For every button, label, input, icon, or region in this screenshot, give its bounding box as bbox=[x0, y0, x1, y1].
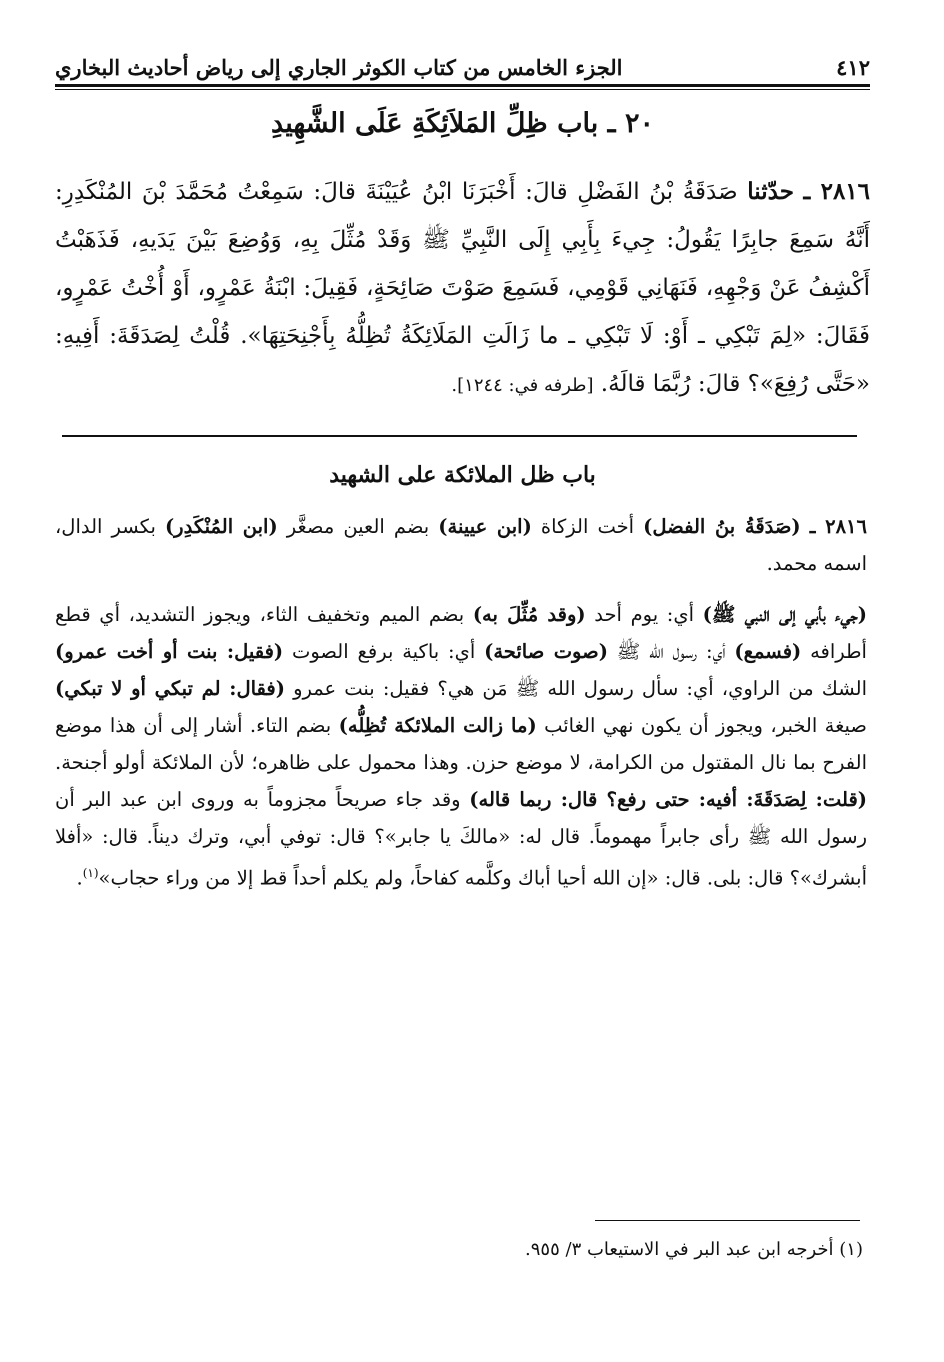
commentary-text: وقد جاء صريحاً مجزوماً به وروى ابن عبد البر أن رسول الله ﷺ رأى جابراً مهموماً. قال له: «مالكَ يا جابر»؟ قال: توفي أبي، وترك ديناً. قال: «أفلا أبشرك»؟ قال: بلى. قال: «إن الله أحيا أباك وكلَّمه كفاحاً، ولم يكلم أحداً قط إلا من وراء حجاب» bbox=[55, 788, 867, 890]
footnote-rule bbox=[595, 1220, 860, 1221]
section-divider bbox=[62, 435, 857, 437]
commentary-text: أي: يوم أحد bbox=[594, 603, 695, 626]
hadith-number: ٢٨١٦ ـ bbox=[803, 178, 871, 205]
commentary-title: باب ظل الملائكة على الشهيد bbox=[329, 462, 596, 488]
commentary-bold: (فسمع) bbox=[734, 640, 802, 663]
commentary-text: أخت الزكاة bbox=[540, 515, 635, 538]
commentary-bold: (فقيل: بنت أو أخت عمرو) bbox=[55, 640, 284, 663]
commentary-paragraph bbox=[55, 596, 867, 897]
commentary-text: بضم التاء. أشار إلى أن هذا موضع الفرح بما نال المقتول من الكرامة، لا موضع حزن. وهذا محمول على ظاهره؛ لأن الملائكة أولو أجنحة. bbox=[55, 714, 867, 774]
footnote-marker[interactable]: (١) bbox=[82, 866, 99, 880]
running-header bbox=[55, 46, 870, 80]
commentary-text: الشك من الراوي، أي: سأل رسول الله ﷺ مَن هي؟ فقيل: بنت عمرو bbox=[293, 677, 867, 700]
commentary-bold: (صوت صائحة) bbox=[484, 640, 608, 663]
page-number: ٤١٢ bbox=[836, 55, 870, 80]
commentary-bold: (ابن عيينة) bbox=[438, 515, 532, 538]
commentary-bold: (صَدَقَةُ بنُ الفضل) bbox=[643, 515, 801, 538]
chapter-title: ٢٠ ـ باب ظِلِّ المَلاَئِكَةِ عَلَى الشَّهِيدِ bbox=[271, 108, 654, 139]
running-title: الجزء الخامس من كتاب الكوثر الجاري إلى رياض أحاديث البخاري bbox=[55, 55, 623, 80]
commentary-text: بضم العين مصغَّر bbox=[286, 515, 430, 538]
header-rule bbox=[55, 84, 870, 90]
commentary-bold: (ما زالت الملائكة تُظِلُّه) bbox=[338, 714, 537, 737]
commentary-text: أي: رسول الله ﷺ bbox=[616, 640, 726, 663]
commentary-bold: (قلت: لِصَدَقَةَ: أفيه: حتى رفع؟ قال: ربما قاله) bbox=[469, 788, 867, 811]
hadith-cross-reference: [طرفه في: ١٢٤٤]. bbox=[451, 375, 594, 396]
commentary-text: صيغة الخبر، ويجوز أن يكون نهي الغائب bbox=[544, 714, 867, 737]
commentary-text: . bbox=[76, 866, 83, 890]
commentary-body bbox=[55, 508, 867, 897]
commentary-text: بضم الميم وتخفيف الثاء، ويجوز التشديد، أي قطع أطرافه bbox=[55, 603, 867, 663]
commentary-bold: (فقال: لم تبكي أو لا تبكي) bbox=[55, 677, 285, 700]
hadith-narration-verb: حدّثنا bbox=[747, 178, 794, 205]
commentary-bold: (جيء بأبي إلى النبي ﷺ) bbox=[702, 603, 868, 626]
footnote-text: أخرجه ابن عبد البر في الاستيعاب ٣/ ٩٥٥. bbox=[525, 1239, 834, 1260]
commentary-number: ٢٨١٦ ـ bbox=[809, 515, 867, 538]
commentary-text: أي: باكية برفع الصوت bbox=[291, 640, 476, 663]
hadith-text bbox=[55, 168, 870, 410]
footnote-number: (١) bbox=[839, 1239, 863, 1260]
commentary-bold: (وقد مُثِّلَ به) bbox=[472, 603, 586, 626]
footnote bbox=[55, 1236, 863, 1264]
commentary-paragraph bbox=[55, 508, 867, 582]
commentary-bold: (ابن المُنْكَدِر) bbox=[164, 515, 278, 538]
hadith-body: صَدَقَةُ بْنُ الفَضْلِ قالَ: أَخْبَرَنَا ابْنُ عُيَيْنَةَ قالَ: سَمِعْتُ مُحَمَّدَ بْنَ المُنْكَدِرِ: أَنَّهُ سَمِعَ جابِرًا يَقُولُ: جِيءَ بِأَبِي إِلَى النَّبِيِّ ﷺ وَقَدْ مُثِّلَ بِهِ، وَوُضِعَ بَيْنَ يَدَيهِ، فَذَهَبْتُ أَكْشِفُ عَنْ وَجْهِهِ، فَنَهَانِي قَوْمِي، فَسَمِعَ صَوْتَ صَائِحَةٍ، فَقِيلَ: ابْنَةُ عَمْرٍو، أَوْ أُخْتُ عَمْرٍو، فَقَالَ: «لِمَ تَبْكِي ـ أَوْ: لَا تَبْكِي ـ ما زَالَتِ المَلَائِكَةُ تُظِلُّهُ بِأَجْنِحَتِهَا». قُلْتُ لِصَدَقَةَ: أَفِيهِ: «حَتَّى رُفِعَ»؟ قالَ: رُبَّمَا قالَهُ. bbox=[55, 179, 870, 397]
commentary-text: بكسر الدال، اسمه محمد. bbox=[55, 515, 867, 575]
